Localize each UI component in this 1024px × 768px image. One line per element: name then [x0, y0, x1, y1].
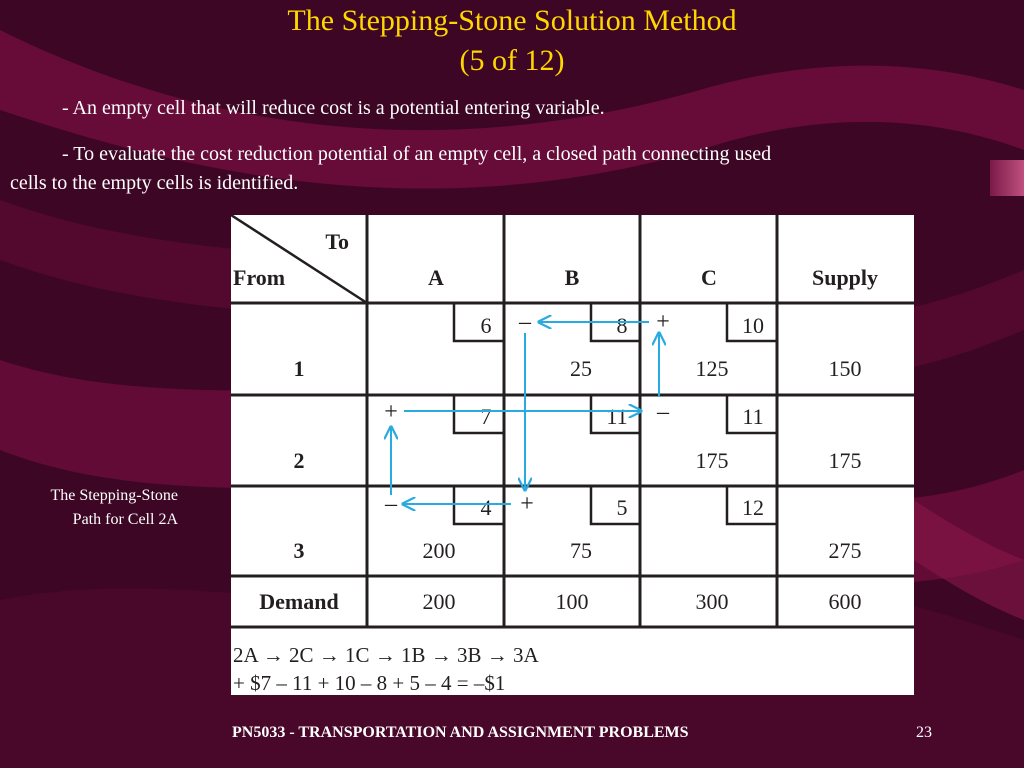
alloc-1b: 25	[570, 356, 592, 381]
slide-title: The Stepping-Stone Solution Method	[287, 4, 737, 37]
alloc-1c: 125	[695, 356, 729, 381]
footer-course-title: PN5033 - TRANSPORTATION AND ASSIGNMENT PROBLEMS	[232, 724, 689, 741]
bullet-1: - An empty cell that will reduce cost is a potential entering variable.	[62, 97, 605, 119]
cost-1b: 8	[616, 313, 628, 338]
bullet-2-line-2: cells to the empty cells is identified.	[10, 172, 299, 194]
corner-from-label: From	[233, 265, 286, 290]
cost-3b: 5	[616, 495, 628, 520]
demand-label: Demand	[259, 589, 339, 614]
cost-1a: 6	[480, 313, 492, 338]
slide-subtitle: (5 of 12)	[459, 44, 565, 77]
alloc-3a: 200	[422, 538, 456, 563]
supply-2: 175	[828, 448, 862, 473]
page-number: 23	[916, 724, 932, 741]
sign-3a: –	[385, 491, 397, 517]
cost-2b: 11	[606, 404, 628, 429]
cost-2a: 7	[480, 404, 492, 429]
row-label-3: 3	[293, 538, 305, 563]
col-header-b: B	[564, 265, 580, 290]
sign-2a: +	[384, 399, 398, 425]
alloc-3b: 75	[570, 538, 592, 563]
cost-1c: 10	[742, 313, 764, 338]
supply-1: 150	[828, 356, 862, 381]
path-sequence: 2A → 2C → 1C → 1B → 3B → 3A	[233, 643, 539, 667]
demand-total: 600	[828, 589, 862, 614]
col-header-c: C	[701, 265, 717, 290]
cost-3a: 4	[480, 495, 492, 520]
cost-2c: 11	[742, 404, 764, 429]
sign-1c: +	[656, 309, 670, 335]
row-label-1: 1	[293, 356, 305, 381]
transportation-table	[231, 215, 914, 695]
row-label-2: 2	[293, 448, 305, 473]
supply-3: 275	[828, 538, 862, 563]
col-header-supply: Supply	[811, 265, 879, 290]
corner-to-label: To	[325, 229, 349, 254]
sign-2c: –	[657, 399, 669, 425]
demand-a: 200	[422, 589, 456, 614]
demand-b: 100	[555, 589, 589, 614]
cost-3c: 12	[742, 495, 764, 520]
demand-c: 300	[695, 589, 729, 614]
alloc-2c: 175	[695, 448, 729, 473]
sign-3b: +	[520, 491, 534, 517]
figure-caption: The Stepping-Stone Path for Cell 2A	[50, 487, 178, 528]
transportation-table-graphic	[231, 215, 914, 695]
bullet-2-line-1: - To evaluate the cost reduction potential of an empty cell, a closed path connecting used	[62, 143, 772, 165]
sign-1b: –	[519, 309, 531, 335]
col-header-a: A	[428, 265, 444, 290]
decorative-tab	[990, 160, 1024, 196]
path-cost-calculation: + $7 – 11 + 10 – 8 + 5 – 4 = –$1	[233, 671, 506, 695]
